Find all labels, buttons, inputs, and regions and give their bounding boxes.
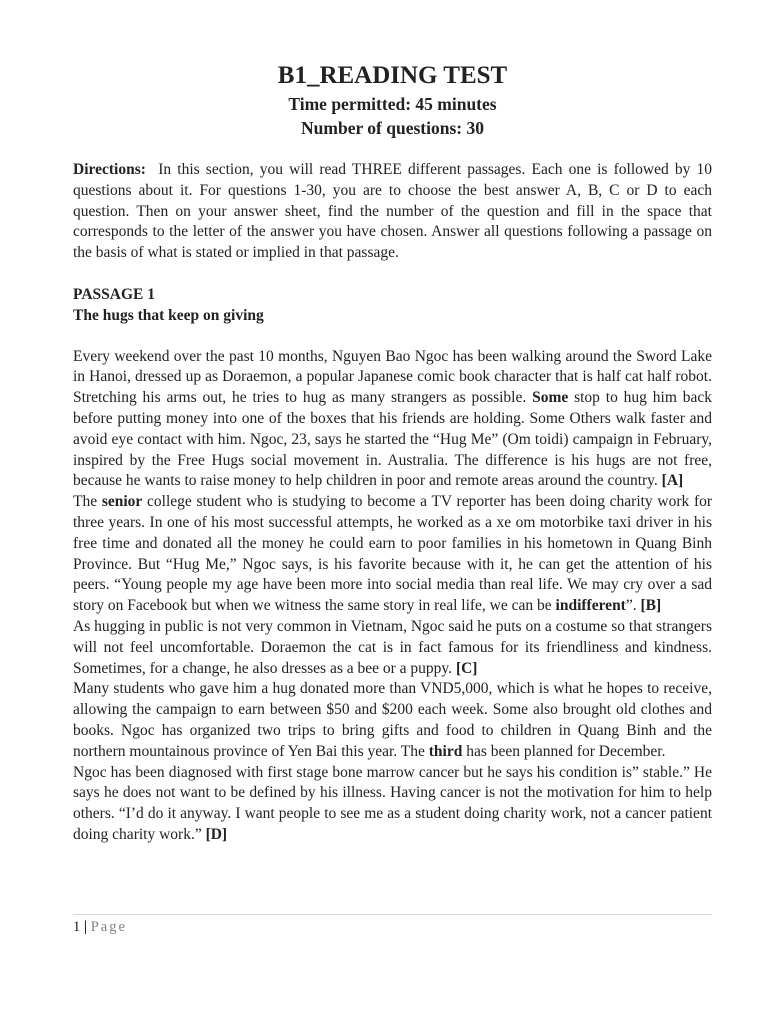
bold-word-some: Some	[532, 389, 569, 407]
marker-b: [B]	[640, 597, 662, 615]
directions-text: In this section, you will read THREE different passages. Each one is followed by 10 questions about it. For questions 1-30, you are to choose the best answer A, B, C or D to each question. Then on your answer sheet, find the number of the question and fill in the space that corresponds to the letter of the answer you have chosen. Answer all questions following a passage on the basis of what is stated or implied in that passage.	[73, 161, 712, 262]
bold-word-senior: senior	[101, 493, 143, 511]
passage-paragraph-3: As hugging in public is not very common in Vietnam, Ngoc said he puts on a costume so that strangers will not feel uncomfortable. Doraemon the cat is in fact famous for its friendliness and kindness. Sometimes, for a change, he also dresses as a bee or a puppy. [C]	[73, 617, 712, 677]
bold-word-third: third	[428, 742, 463, 760]
page-word: Page	[90, 919, 127, 935]
directions-paragraph	[73, 160, 712, 264]
page-footer	[73, 914, 712, 936]
test-title: B1_READING TEST	[277, 62, 508, 89]
passage-paragraph-4: Many students who gave him a hug donated more than VND5,000, which is what he hopes to receive, allowing the campaign to earn between $50 and $200 each week. Some also brought old clothes and books. Ngoc has organized two trips to bring gifts and food to children in Quang Binh and the northern mountainous province of Yen Bai this year. The third has been planned for December.	[73, 680, 712, 760]
passage-paragraph-5: Ngoc has been diagnosed with first stage bone marrow cancer but he says his condition is” stable.” He says he does not want to be defined by his illness. Having cancer is not the motivation for him to help others. “I’d do it anyway. I want people to see me as a student doing charity work, not a cancer patient doing charity work.” [D]	[73, 763, 712, 843]
directions-label: Directions:	[73, 161, 146, 178]
passage-title: The hugs that keep on giving	[73, 306, 264, 324]
marker-a: [A]	[661, 472, 684, 490]
marker-c: [C]	[455, 659, 478, 677]
marker-d: [D]	[205, 825, 228, 843]
passage-label: PASSAGE 1	[73, 285, 155, 303]
page-number: 1	[73, 919, 81, 935]
number-of-questions: Number of questions: 30	[301, 118, 484, 138]
document-page	[73, 60, 712, 846]
time-permitted: Time permitted: 45 minutes	[288, 94, 497, 114]
bold-word-indifferent: indifferent	[555, 597, 626, 615]
passage-paragraph-1: Every weekend over the past 10 months, Nguyen Bao Ngoc has been walking around the Sword Lake in Hanoi, dressed up as Doraemon, a popular Japanese comic book character that is half cat half robot. Stretching his arms out, he tries to hug as many strangers as possible. Some stop to hug him back before putting money into one of the boxes that his friends are holding. Some Others walk faster and avoid eye contact with him. Ngoc, 23, says he started the “Hug Me” (Om toidi) campaign in February, inspired by the Free Hugs social movement in. Australia. The difference is his hugs are not free, because he wants to raise money to help children in poor and remote areas around the country. [A]	[73, 347, 712, 490]
footer-separator: |	[83, 919, 88, 935]
passage-paragraph-2: The senior college student who is studying to become a TV reporter has been doing charity work for three years. In one of his most successful attempts, he worked as a xe om motorbike taxi driver in his free time and donated all the money he could earn to poor families in his hometown in Quang Binh Province. But “Hug Me,” Ngoc says, is his favorite because with it, he can get the attention of his peers. “Young people my age have been more into social media than real life. We may cry over a sad story on Facebook but when we witness the same story in real life, we can be indifferent”. [B]	[73, 493, 713, 615]
